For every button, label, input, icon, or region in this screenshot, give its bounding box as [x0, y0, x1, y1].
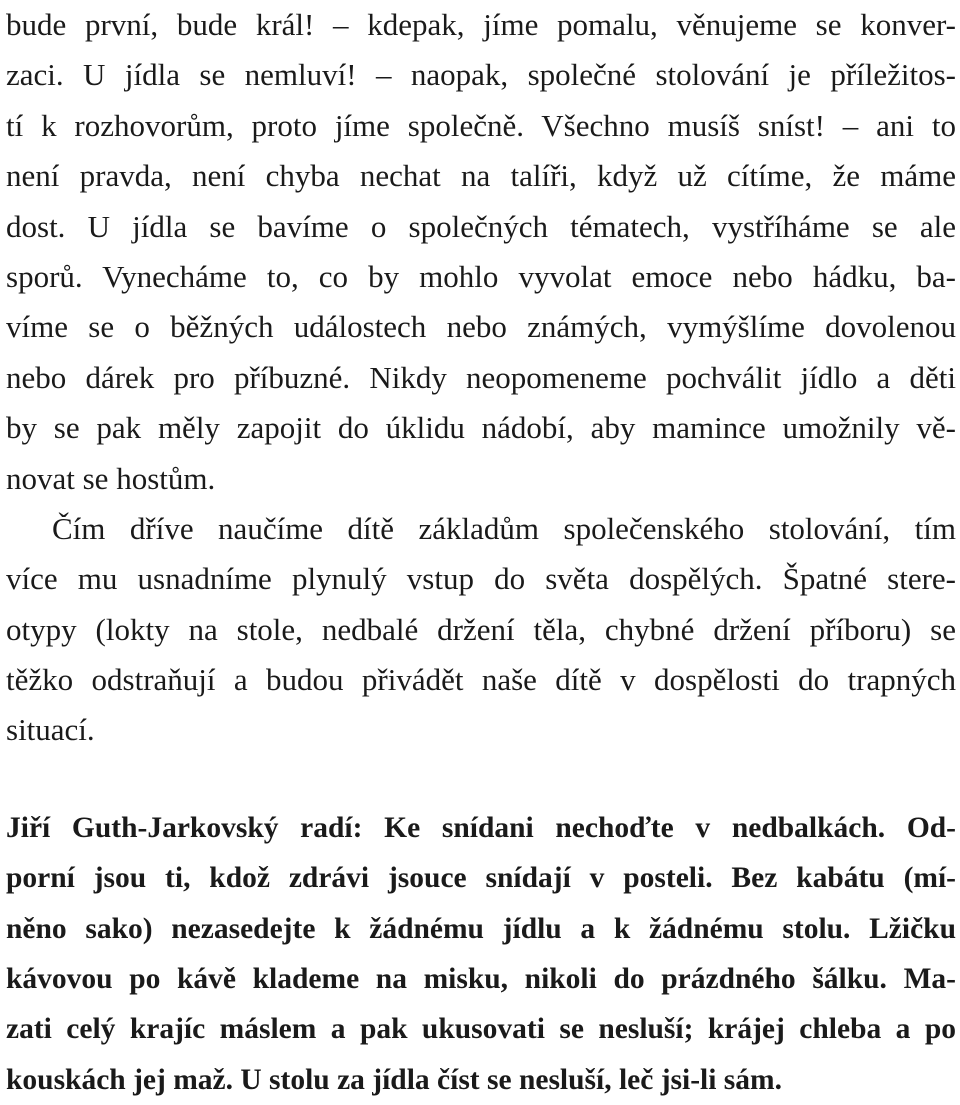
text-line: kouskách jej maž. U stolu za jídla číst se nesluší, leč jsi-li sám. — [6, 1063, 782, 1096]
text-line: bude první, bude král! – kdepak, jíme pomalu, věnujeme se konver- — [6, 7, 956, 42]
text-line: Čím dříve naučíme dítě základům společenského stolování, tím — [52, 510, 956, 546]
body-paragraph-2 — [6, 504, 956, 756]
text-line: tí k rozhovorům, proto jíme společně. Všechno musíš sníst! – ani to — [6, 107, 956, 143]
section-spacer — [6, 756, 956, 803]
text-line: dost. U jídla se bavíme o společných tématech, vystříháme se ale — [6, 208, 956, 244]
text-line: Jiří Guth-Jarkovský radí: Ke snídani nechoďte v nedbalkách. Od- — [6, 811, 956, 844]
text-line: zaci. U jídla se nemluví! – naopak, společné stolování je příležitos- — [6, 57, 956, 93]
text-line: novat se hostům. — [6, 460, 216, 496]
text-line: více mu usnadníme plynulý vstup do světa dospělých. Špatné stere- — [6, 561, 956, 597]
text-line: zati celý krajíc máslem a pak ukusovati se nesluší; krájej chleba a po — [6, 1013, 956, 1046]
text-line: otypy (lokty na stole, nedbalé držení těla, chybné držení příboru) se — [6, 611, 956, 647]
text-line: sporů. Vynecháme to, co by mohlo vyvolat emoce nebo hádku, ba- — [6, 258, 956, 294]
text-line: situací. — [6, 712, 95, 748]
quote-paragraph — [6, 803, 956, 1105]
document-page — [6, 0, 956, 1105]
text-line: kávovou po kávě klademe na misku, nikoli do prázdného šálku. Ma- — [6, 963, 956, 996]
text-line: nebo dárek pro příbuzné. Nikdy neopomeneme pochválit jídlo a děti — [6, 359, 956, 395]
text-line: něno sako) nezasedejte k žádnému jídlu a k žádnému stolu. Lžičku — [6, 912, 956, 945]
text-line: není pravda, není chyba nechat na talíři, když už cítíme, že máme — [6, 158, 956, 194]
body-paragraph-1 — [6, 0, 956, 504]
text-line: víme se o běžných událostech nebo známých, vymýšlíme dovolenou — [6, 309, 956, 345]
text-line: těžko odstraňují a budou přivádět naše dítě v dospělosti do trapných — [6, 662, 956, 698]
text-line: porní jsou ti, kdož zdrávi jsouce snídají v posteli. Bez kabátu (mí- — [6, 862, 956, 895]
text-line: by se pak měly zapojit do úklidu nádobí, aby mamince umožnily vě- — [6, 410, 956, 446]
